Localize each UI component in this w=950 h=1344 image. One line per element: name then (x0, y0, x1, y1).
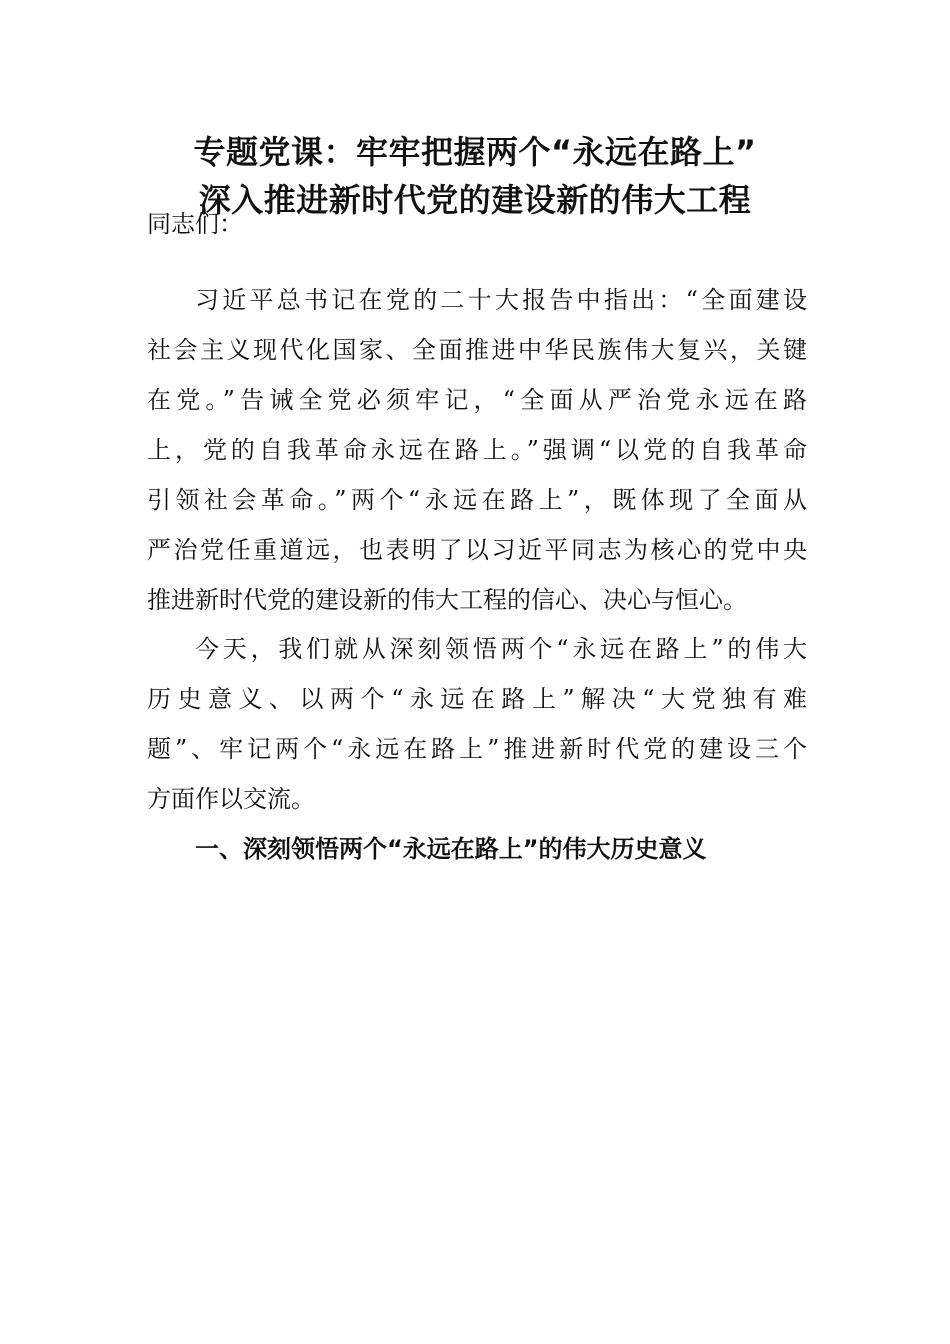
paragraph-line: 社会主义现代化国家、全面推进中华民族伟大复兴，关键 (147, 336, 807, 364)
paragraph-line: 题”、牢记两个“永远在路上”推进新时代党的建设三个 (147, 735, 807, 763)
paragraph-line: 习近平总书记在党的二十大报告中指出：“全面建设 (195, 286, 807, 314)
paragraph-line: 今天，我们就从深刻领悟两个“永远在路上”的伟大 (195, 635, 807, 663)
title-line-2: 深入推进新时代党的建设新的伟大工程 (198, 181, 752, 219)
paragraph-line: 在党。”告诫全党必须牢记，“全面从严治党永远在路 (147, 386, 807, 414)
greeting: 同志们： (147, 210, 243, 238)
paragraph-line: 推进新时代党的建设新的伟大工程的信心、决心与恒心。 (147, 586, 747, 614)
paragraph-line: 严治党任重道远，也表明了以习近平同志为核心的党中央 (147, 536, 807, 564)
paragraph-line: 历史意义、以两个“永远在路上”解决“大党独有难 (147, 685, 807, 713)
paragraph-line: 方面作以交流。 (147, 785, 315, 813)
paragraph-line: 引领社会革命。”两个“永远在路上”，既体现了全面从 (147, 486, 807, 514)
section-heading: 一、深刻领悟两个“永远在路上”的伟大历史意义 (195, 835, 707, 863)
paragraph-line: 上，党的自我革命永远在路上。”强调“以党的自我革命 (147, 436, 807, 464)
paragraph-2 (147, 624, 807, 824)
paragraph-1 (147, 275, 807, 625)
title-line-1: 专题党课：牢牢把握两个“永远在路上” (193, 133, 757, 171)
